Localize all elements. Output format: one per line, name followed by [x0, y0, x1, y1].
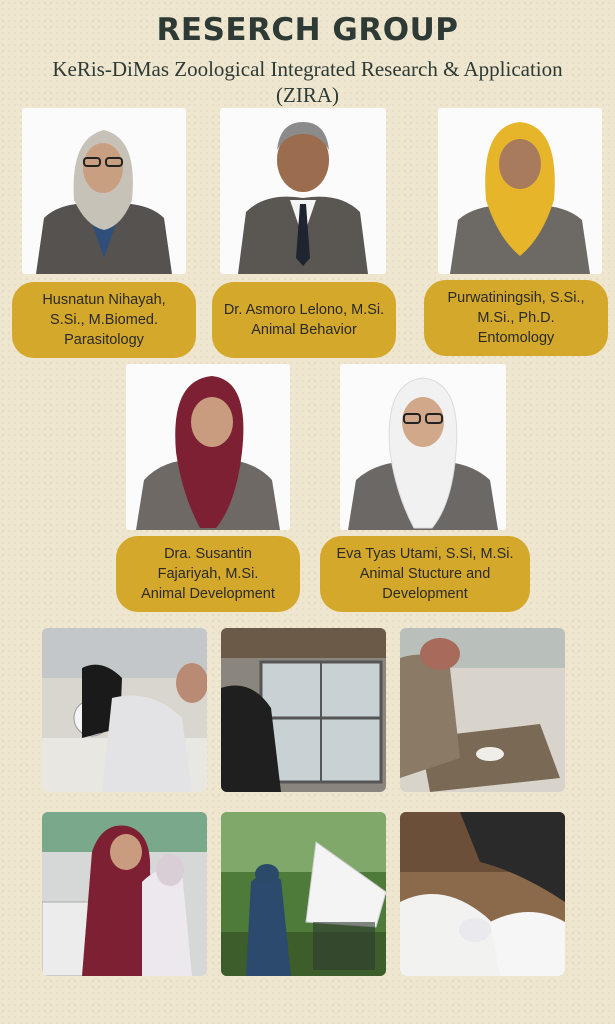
group-name-line-2: (ZIRA) [276, 83, 339, 107]
member-field: Entomology [477, 330, 555, 346]
member-badge-husnatun [12, 282, 196, 358]
member-badge-eva [320, 536, 530, 612]
member-title: S.Si., M.Biomed. [50, 312, 158, 328]
portrait-image [340, 364, 506, 530]
member-field: Parasitology [64, 332, 144, 348]
lab-cabinet-image [221, 628, 386, 792]
activity-photo-dissection [400, 628, 565, 792]
lab-dissection-image [400, 628, 565, 792]
group-name [0, 56, 615, 108]
member-field-line-2: Development [382, 586, 468, 602]
member-field-line-1: Animal Stucture and [359, 566, 491, 582]
activity-photo-lab-team [42, 812, 207, 976]
portrait-image [220, 108, 386, 274]
member-photo-husnatun [22, 108, 186, 274]
field-trap-image [221, 812, 386, 976]
portrait-image [126, 364, 290, 530]
activity-photo-field-trap [221, 812, 386, 976]
animal-handling-image [400, 812, 565, 976]
portrait-image [22, 108, 186, 274]
member-badge-purwatiningsih [424, 280, 608, 356]
member-name: Husnatun Nihayah, [42, 292, 166, 308]
member-badge-susantin [116, 536, 300, 612]
activity-photo-specimen-cabinet [221, 628, 386, 792]
member-name: Eva Tyas Utami, S.Si, M.Si. [336, 546, 514, 562]
page-title: RESERCH GROUP [156, 12, 459, 48]
member-photo-susantin [126, 364, 290, 530]
member-photo-asmoro [220, 108, 386, 274]
member-badge-asmoro [212, 282, 396, 358]
member-title: M.Si., Ph.D. [477, 310, 555, 326]
lab-microscope-image [42, 628, 207, 792]
member-name: Purwatiningsih, S.Si., [447, 290, 585, 306]
member-field: Animal Development [141, 586, 275, 602]
portrait-image [438, 108, 602, 274]
lab-team-image [42, 812, 207, 976]
activity-photo-microscope [42, 628, 207, 792]
member-field: Animal Behavior [251, 322, 357, 338]
activity-photo-animal-handling [400, 812, 565, 976]
group-name-line-1: KeRis-DiMas Zoological Integrated Research & Application [52, 57, 563, 81]
member-title: Fajariyah, M.Si. [157, 566, 259, 582]
member-photo-eva [340, 364, 506, 530]
member-photo-purwatiningsih [438, 108, 602, 274]
member-name: Dra. Susantin [164, 546, 252, 562]
member-name: Dr. Asmoro Lelono, M.Si. [223, 302, 385, 318]
